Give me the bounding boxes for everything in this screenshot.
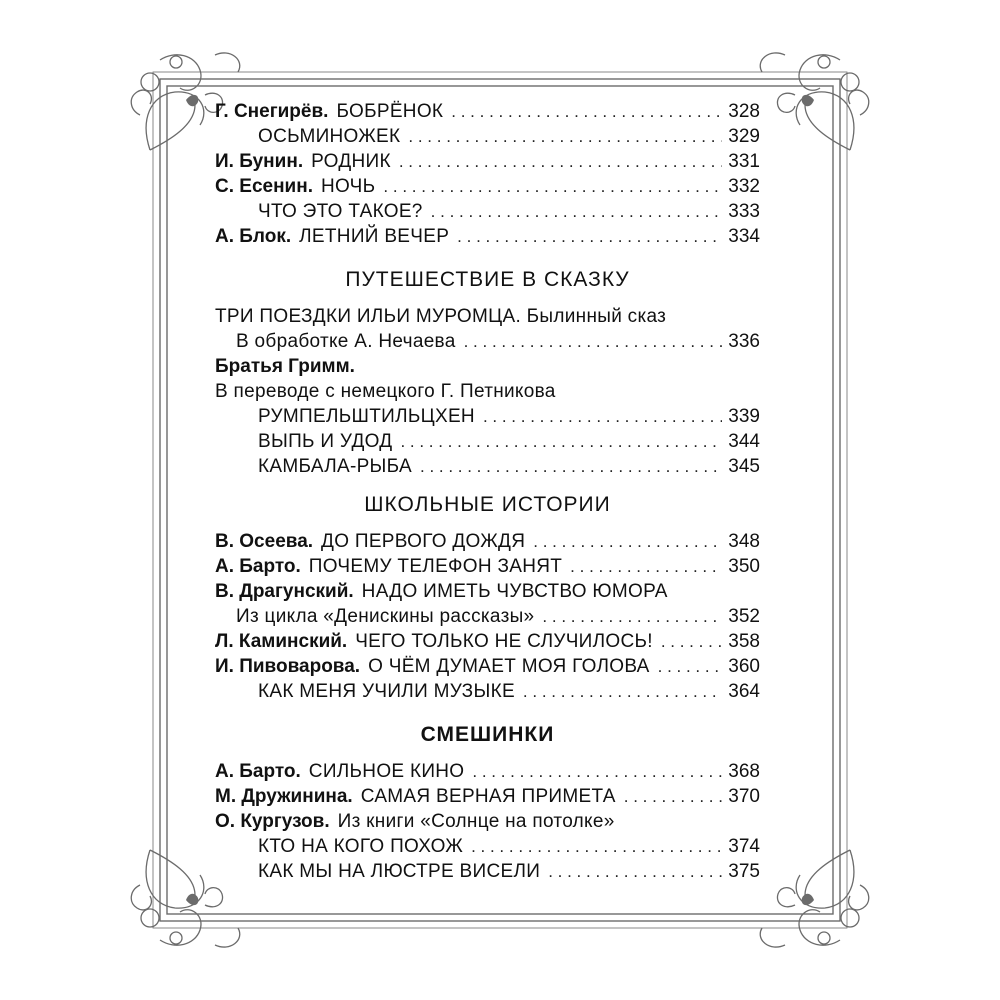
- dot-leader: [483, 407, 722, 427]
- entry-title: БОБРЁНОК: [336, 101, 444, 122]
- page-number: 329: [728, 126, 760, 147]
- page-number: 348: [728, 531, 760, 552]
- entry-title: ОСЬМИНОЖЕК: [258, 126, 401, 147]
- entry-author: О. Кургузов.: [215, 811, 330, 832]
- entry-author: Л. Каминский.: [215, 631, 348, 652]
- dot-leader: [400, 432, 722, 452]
- page-number: 352: [728, 606, 760, 627]
- entry-title: ТРИ ПОЕЗДКИ ИЛЬИ МУРОМЦА. Былинный сказ: [215, 306, 667, 327]
- dot-leader: [523, 682, 722, 702]
- toc-entry[interactable]: [215, 151, 760, 177]
- entry-title: СИЛЬНОЕ КИНО: [308, 761, 465, 782]
- page-number: 344: [728, 431, 760, 452]
- toc-entry[interactable]: [258, 681, 760, 707]
- toc-entry[interactable]: [258, 201, 760, 227]
- toc-entry[interactable]: [215, 226, 760, 252]
- entry-title: САМАЯ ВЕРНАЯ ПРИМЕТА: [360, 786, 616, 807]
- dot-leader: [451, 102, 722, 122]
- entry-title: НОЧЬ: [321, 176, 376, 197]
- page-number: 336: [728, 331, 760, 352]
- page-number: 370: [728, 786, 760, 807]
- toc-entry[interactable]: [258, 406, 760, 432]
- page-number: 331: [728, 151, 760, 172]
- page-number: 368: [728, 761, 760, 782]
- dot-leader: [658, 657, 723, 677]
- dot-leader: [383, 177, 722, 197]
- entry-title: Из цикла «Денискины рассказы»: [236, 606, 535, 627]
- page-number: 345: [728, 456, 760, 477]
- page-number: 332: [728, 176, 760, 197]
- entry-author: Братья Гримм.: [215, 356, 355, 377]
- dot-leader: [464, 332, 723, 352]
- toc-entry[interactable]: [236, 606, 760, 632]
- entry-title: НАДО ИМЕТЬ ЧУВСТВО ЮМОРА: [361, 581, 668, 602]
- toc-entry[interactable]: [258, 431, 760, 457]
- entry-title: КТО НА КОГО ПОХОЖ: [258, 836, 464, 857]
- entry-title: ЛЕТНИЙ ВЕЧЕР: [299, 226, 450, 247]
- dot-leader: [624, 787, 723, 807]
- page-number: 374: [728, 836, 760, 857]
- dot-leader: [399, 152, 722, 172]
- toc-entry[interactable]: [215, 786, 760, 812]
- toc-entry[interactable]: [258, 836, 760, 862]
- toc-entry[interactable]: [215, 356, 760, 382]
- entry-title: ДО ПЕРВОГО ДОЖДЯ: [321, 531, 526, 552]
- entry-title: КАК МЫ НА ЛЮСТРЕ ВИСЕЛИ: [258, 861, 541, 882]
- dot-leader: [457, 227, 722, 247]
- page-number: 350: [728, 556, 760, 577]
- section-heading: СМЕШИНКИ: [420, 723, 555, 746]
- entry-title: О ЧЁМ ДУМАЕТ МОЯ ГОЛОВА: [368, 656, 650, 677]
- dot-leader: [570, 557, 722, 577]
- dot-leader: [420, 457, 722, 477]
- entry-author: И. Бунин.: [215, 151, 304, 172]
- entry-title: Из книги «Солнце на потолке»: [337, 811, 615, 832]
- toc-entry[interactable]: [215, 656, 760, 682]
- page-number: 339: [728, 406, 760, 427]
- dot-leader: [471, 837, 722, 857]
- section-heading: ШКОЛЬНЫЕ ИСТОРИИ: [364, 493, 611, 516]
- entry-author: М. Дружинина.: [215, 786, 353, 807]
- toc-entry[interactable]: [215, 556, 760, 582]
- page-number: 334: [728, 226, 760, 247]
- entry-author: А. Блок.: [215, 226, 292, 247]
- entry-author: Г. Снегирёв.: [215, 101, 329, 122]
- dot-leader: [472, 762, 722, 782]
- section-heading: ПУТЕШЕСТВИЕ В СКАЗКУ: [345, 268, 630, 291]
- entry-title: КАМБАЛА-РЫБА: [258, 456, 412, 477]
- page-number: 360: [728, 656, 760, 677]
- entry-title: В обработке А. Нечаева: [236, 331, 456, 352]
- entry-author: С. Есенин.: [215, 176, 313, 197]
- entry-title: ВЫПЬ И УДОД: [258, 431, 393, 452]
- toc-entry[interactable]: [215, 176, 760, 202]
- toc-entry[interactable]: [236, 331, 760, 357]
- entry-author: В. Осеева.: [215, 531, 314, 552]
- entry-title: КАК МЕНЯ УЧИЛИ МУЗЫКЕ: [258, 681, 515, 702]
- toc-entry[interactable]: [215, 381, 760, 407]
- toc-entry[interactable]: [215, 306, 760, 332]
- entry-author: В. Драгунский.: [215, 581, 354, 602]
- page-number: 333: [728, 201, 760, 222]
- dot-leader: [548, 862, 722, 882]
- toc-entry[interactable]: [258, 126, 760, 152]
- toc-entry[interactable]: [215, 531, 760, 557]
- entry-author: А. Барто.: [215, 761, 301, 782]
- toc-entry[interactable]: [258, 456, 760, 482]
- entry-title: ПОЧЕМУ ТЕЛЕФОН ЗАНЯТ: [308, 556, 563, 577]
- entry-title: РУМПЕЛЬШТИЛЬЦХЕН: [258, 406, 475, 427]
- page-number: 375: [728, 861, 760, 882]
- page-number: 358: [728, 631, 760, 652]
- dot-leader: [542, 607, 722, 627]
- toc-entry[interactable]: [215, 631, 760, 657]
- entry-title: ЧЕГО ТОЛЬКО НЕ СЛУЧИЛОСЬ!: [355, 631, 653, 652]
- toc-entry[interactable]: [215, 101, 760, 127]
- entry-author: И. Пивоварова.: [215, 656, 361, 677]
- page-number: 328: [728, 101, 760, 122]
- entry-title: РОДНИК: [311, 151, 391, 172]
- entry-title: ЧТО ЭТО ТАКОЕ?: [258, 201, 423, 222]
- toc-entry[interactable]: [215, 581, 760, 607]
- entry-author: А. Барто.: [215, 556, 301, 577]
- toc-entry[interactable]: [258, 861, 760, 887]
- page-number: 364: [728, 681, 760, 702]
- toc-entry[interactable]: [215, 761, 760, 787]
- dot-leader: [661, 632, 722, 652]
- dot-leader: [431, 202, 723, 222]
- dot-leader: [408, 127, 722, 147]
- toc-entry[interactable]: [215, 811, 760, 837]
- entry-title: В переводе с немецкого Г. Петникова: [215, 381, 556, 402]
- dot-leader: [533, 532, 722, 552]
